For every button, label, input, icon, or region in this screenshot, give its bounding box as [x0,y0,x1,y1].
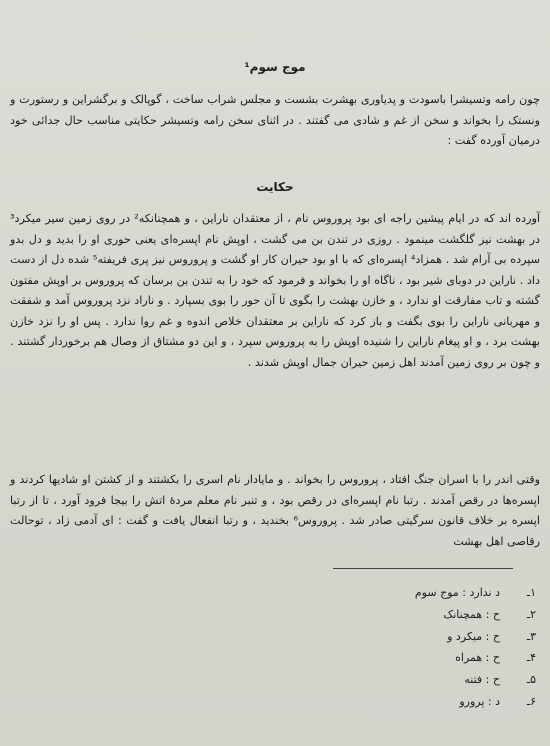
footnote-item: ۱ـد ندارد : موج سوم [414,586,536,599]
footnote-item: ۶ـد : پرورو [459,694,536,708]
footnote-item: ۲ـح : همچنانک [443,607,536,621]
story-paragraph-2: وقتی اندر را با اسران جنگ افتاد ، پروروس را بخواند . و مایادار نام اسری را بکشتند و از کشتن او شادیها کردند و اپسره‌ها در رقص آمدند . رتبا نام اپسره‌ای در رقص بود ، و تنبر نام معلم مردهٔ اتش را بیجا فرود آورد ، تا از رتبا اپسره بر خلاف قانون سرگیتی صادر شد . پروروس⁶ بخندید ، و رتبا انفعال یافت و گفت : ای آدمی زاد ، توحالت رقاصی اهل بهشت [10,473,540,548]
footnote-item: ۴ـح : همراه [455,651,536,665]
footnote-item: ۳ـح : میکرد و [447,629,536,643]
footnote-divider [333,568,513,569]
chapter-title: موج سوم¹ [244,60,306,74]
section-title: حکایت [256,180,294,194]
intro-paragraph: چون رامه وتسیشرا باسودت و پدیاوری بهشرت بشست و مجلس شراب ساخت ، گوپالک و برگشراین و رستورت و ونستک را بخواند و سخن از غم و شادی می گفتند . در اثنای سخن رامه وتسیشر حکایتی مناسب حال جدائی خود درمیان آورده گفت : [10,93,540,147]
footnote-item: ۵ـح : فتنه [464,673,536,687]
story-paragraph-1: آورده اند که در ایام پیشین راجه ای بود پروروس نام ، از معتقدان ناراین ، و همچنانکه² در روی زمین سیر میکرد³ در بهشت نیز گلگشت مینمود . روزی در تندن بن می گشت ، اوپش نام اپسره‌ای یعنی حوری او را بدید و دل بدو سپرده بی آرام شد . همزاد⁴ اپسره‌ای که با او بود حیران کار او گشت و پروروس نیز پری فریفته⁵ شده دل از دست داد . ناراین در دوبای شیر بود ، ناگاه او را بخواند و فرمود که خود را به تندن بن برسان که پروروس بر اوپش مفتون گشته و تاب مفارقت او ندارد ، و خازن بهشت را بگوی تا آن حور را بوی بسپارد . و ناراد نزد پروروس آمد و شفقت و مهربانی ناراین را بوی بگفت و باز کرد که ناراین بر معتقدان خلاص اندوه و غم روا ندارد . پس او را نزد خازن بهشت برد ، و او پیغام ناراین را شنیده اوپش را به پروروس سپرد ، و این دو مشتاق از وصال هم برخوردار گشتند . و چون بر روی زمین آمدند اهل زمین حیران جمال اوپش شدند . [10,212,540,369]
footnotes [276,582,536,713]
